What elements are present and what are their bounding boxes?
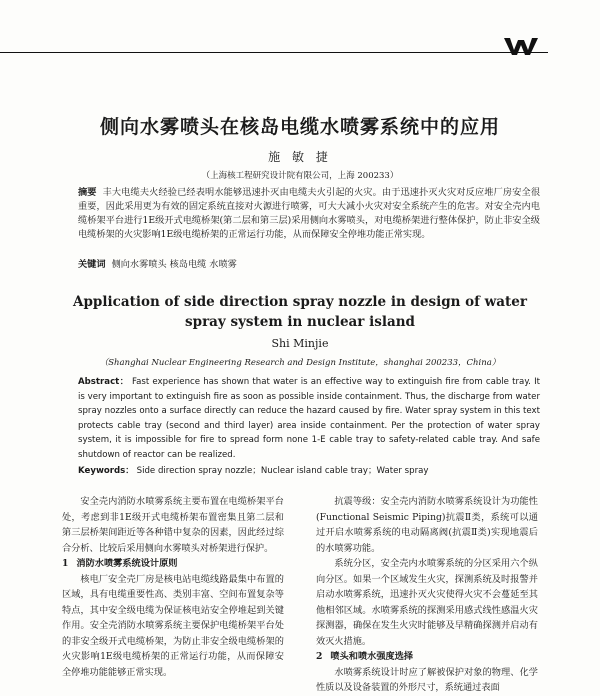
abstract-zh-text: 丰大电缆夫火经验已经表明水能够迅速扑灭由电缆夫火引起的火灾。由于迅速扑灭火灾对反应堆厂房安全很重要，因此采用更为有效的固定系统直接对火源进行喷雾，可大大减小火灾对安全系统产生的危害。对安全壳内电缆桥架平台进行1E级开式电缆桥架(第二层和第三层)采用侧向水雾喷头，对电缆桥架进行整体保护，防止非安全级电缆桥架的火灾影响1E级电缆桥架的正常运行功能，从而保障安全停堆功能正常实现。 bbox=[78, 187, 541, 240]
body-paragraph: 安全壳内消防水喷雾系统主要布置在电缆桥架平台处，考虑到非1E级开式电缆桥架布置密集且第二层和第三层桥架间距近等各种错中复杂的因素，因此经过综合分析、比较后采用侧向水雾喷头对桥架进行保护。 bbox=[62, 496, 284, 554]
section-title: 消防水喷雾系统设计原则 bbox=[76, 558, 178, 569]
abstract-zh bbox=[78, 186, 540, 242]
body-paragraph: 系统分区，安全壳内水喷雾系统的分区采用六个纵向分区。如果一个区域发生火灾，探测系统及时报警并启动水喷雾系统，迅速扑灭火灾使得火灾不会蔓延至其他相邻区域。水喷雾系统的探测采用感式线性感温火灾探测器，确保在发生火灾时能够及早精确探测并启动有效灭火措施。 bbox=[316, 558, 538, 647]
section-heading-1 bbox=[62, 556, 284, 572]
body-column-left bbox=[62, 494, 284, 680]
affiliation-zh: （上海核工程研究设计院有限公司，上海 200233） bbox=[201, 171, 399, 181]
abstract-en-label: Abstract： bbox=[78, 377, 129, 387]
section-number: 1 bbox=[62, 558, 69, 569]
keywords-en-label: Keywords： bbox=[78, 466, 134, 476]
abstract-en bbox=[78, 375, 540, 462]
section-title: 喷头和喷水强度选择 bbox=[330, 651, 414, 662]
abstract-en-text: Fast experience has shown that water is an effective way to extinguish fire from cable tray. It is very important to extinguish fire as soon as possible inside containment. Thus, the discharge from water spray nozzles onto a surface directly can reduce the hazard caused by fire. Water spray system in this text protects cable tray (second and third layer) area inside containment. Per the protection of water spray system, it is impossible for fire to spread form none 1-E cable tray to safety-related cable tray. And safe shutdown of reactor can be realized. bbox=[78, 377, 540, 460]
affiliation-en: （Shanghai Nuclear Engineering Research and Design Institute，shanghai 200233，China） bbox=[99, 358, 501, 368]
keywords-zh bbox=[78, 256, 540, 270]
keywords-zh-text: 侧向水雾喷头 核岛电缆 水喷雾 bbox=[111, 259, 237, 270]
paper-title-en: Application of side direction spray nozzle in design of water spray system in nuclear island bbox=[73, 294, 527, 330]
author-en: Shi Minjie bbox=[271, 337, 329, 350]
paper-title-zh: 侧向水雾喷头在核岛电缆水喷雾系统中的应用 bbox=[99, 116, 500, 138]
keywords-en bbox=[78, 464, 540, 476]
body-paragraph: 抗震等级：安全壳内消防水喷雾系统设计为功能性(Functional Seismic Piping)抗震Ⅱ类，系统可以通过开启水喷雾系统的电动隔离阀(抗震Ⅱ类)实现地震后的水喷雾功能。 bbox=[316, 496, 538, 554]
journal-logo-icon bbox=[504, 36, 538, 56]
section-heading-2 bbox=[316, 649, 538, 665]
body-paragraph: 水喷雾系统设计时应了解被保护对象的物理、化学性质以及设备装置的外形尺寸，系统通过表面 bbox=[316, 666, 538, 693]
abstract-zh-label: 摘要 bbox=[78, 187, 97, 198]
author-zh: 施 敏 捷 bbox=[268, 150, 332, 164]
body-column-right bbox=[316, 494, 538, 696]
keywords-zh-label: 关键词 bbox=[78, 259, 106, 270]
body-paragraph: 核电厂安全壳厂房是核电站电缆线路最集中布置的区域，具有电缆重要性高、类别丰富、空间布置复杂等特点，其中安全级电缆为保证核电站安全停堆起到关键作用。安全壳消防水喷雾系统主要保护电缆桥架平台处的非安全级开式电缆桥架，为防止非安全级电缆桥架的火灾影响1E级电缆桥架的正常运行功能，从而保障安全停堆功能能够正常实现。 bbox=[62, 573, 284, 678]
keywords-en-text: Side direction spray nozzle；Nuclear island cable tray；Water spray bbox=[136, 466, 429, 476]
header-rule bbox=[0, 52, 548, 53]
section-number: 2 bbox=[316, 651, 323, 662]
